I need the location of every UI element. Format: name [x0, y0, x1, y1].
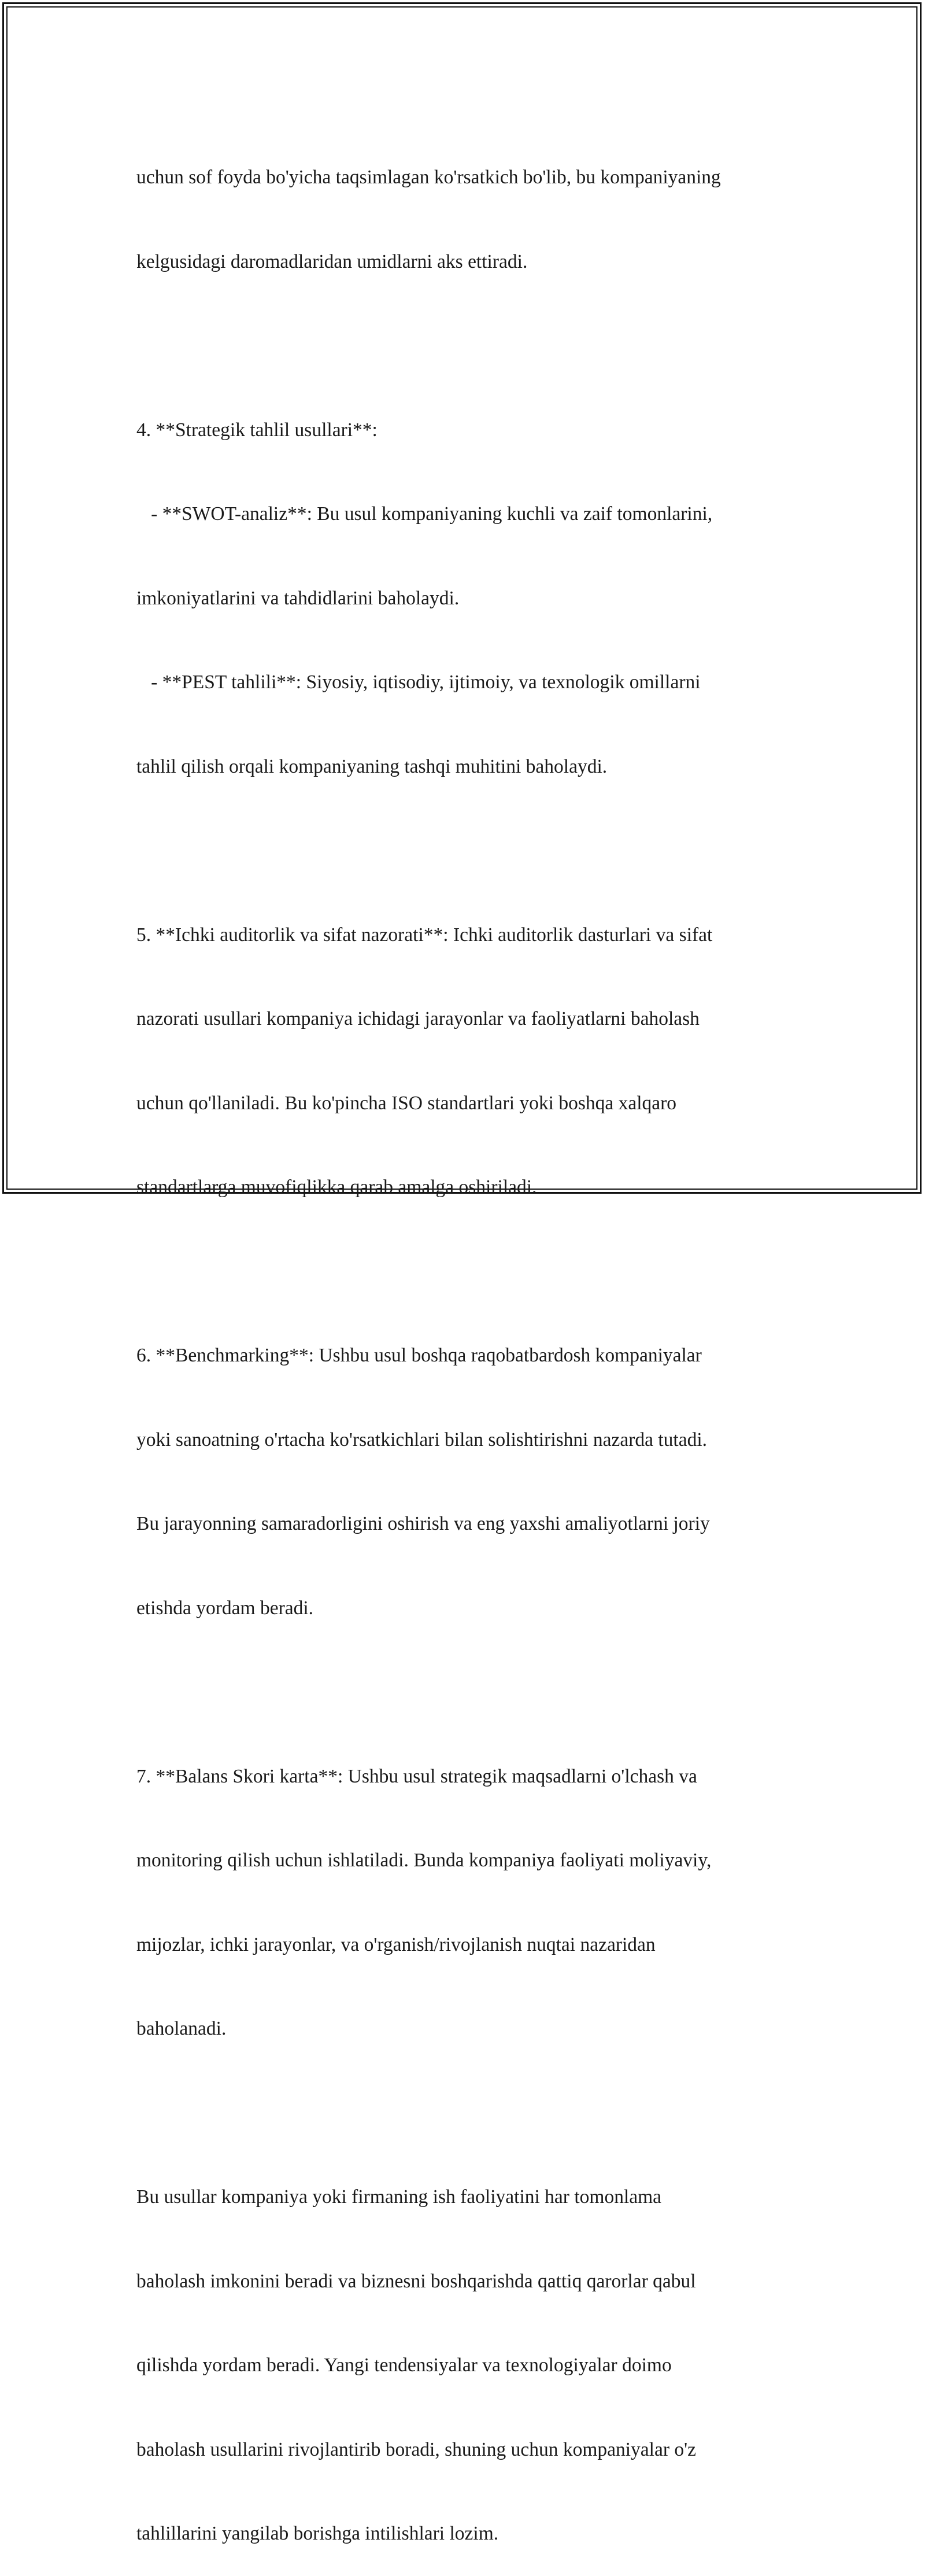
text-line: kelgusidagi daromadlaridan umidlarni aks ettiradi. [136, 250, 528, 272]
text-line: yoki sanoatning o'rtacha ko'rsatkichlari bilan solishtirishni nazarda tutadi. [136, 1429, 708, 1451]
document-body [136, 108, 801, 2576]
text-line: tahlil qilish orqali kompaniyaning tashqi muhitini baholaydi. [136, 755, 608, 777]
text-line: imkoniyatlarini va tahdidlarini baholaydi. [136, 587, 460, 609]
section-heading-4: 4. **Strategik tahlil usullari**: [136, 419, 378, 441]
conclusion-line: baholash imkonini beradi va biznesni boshqarishda qattiq qarorlar qabul [136, 2270, 696, 2292]
section-heading-5: 5. **Ichki auditorlik va sifat nazorati**: Ichki auditorlik dasturlari va sifat [136, 924, 713, 946]
conclusion-line: tahlillarini yangilab borishga intilishlari lozim. [136, 2523, 499, 2544]
text-line: etishda yordam beradi. [136, 1597, 314, 1619]
conclusion-line: Bu usullar kompaniya yoki firmaning ish faoliyatini har tomonlama [136, 2186, 662, 2208]
paragraph-gap [136, 837, 801, 865]
conclusion-line: baholash usullarini rivojlantirib boradi, shuning uchun kompaniyalar o'z [136, 2438, 697, 2460]
paragraph-gap [136, 332, 801, 360]
section-heading-6: 6. **Benchmarking**: Ushbu usul boshqa raqobatbardosh kompaniyalar [136, 1345, 702, 1366]
text-line: monitoring qilish uchun ishlatiladi. Bunda kompaniya faoliyati moliyaviy, [136, 1850, 712, 1871]
paragraph-gap [136, 2099, 801, 2128]
bullet-pest: - **PEST tahlili**: Siyosiy, iqtisodiy, ijtimoiy, va texnologik omillarni [136, 671, 701, 693]
bullet-swot: - **SWOT-analiz**: Bu usul kompaniyaning kuchli va zaif tomonlarini, [136, 503, 713, 525]
text-line: uchun sof foyda bo'yicha taqsimlagan ko'rsatkich bo'lib, bu kompaniyaning [136, 167, 721, 188]
paragraph-gap [136, 1258, 801, 1286]
conclusion-line: qilishda yordam beradi. Yangi tendensiyalar va texnologiyalar doimo [136, 2354, 672, 2376]
text-line: nazorati usullari kompaniya ichidagi jarayonlar va faoliyatlarni baholash [136, 1008, 700, 1029]
paragraph-gap [136, 1678, 801, 1707]
text-line: uchun qo'llaniladi. Bu ko'pincha ISO standartlari yoki boshqa xalqaro [136, 1092, 677, 1114]
text-line: Bu jarayonning samaradorligini oshirish va eng yaxshi amaliyotlarni joriy [136, 1513, 710, 1534]
text-line: standartlarga muvofiqlikka qarab amalga oshiriladi. [136, 1176, 537, 1198]
section-heading-7: 7. **Balans Skori karta**: Ushbu usul strategik maqsadlarni o'lchash va [136, 1765, 697, 1787]
text-line: baholanadi. [136, 2018, 227, 2039]
text-line: mijozlar, ichki jarayonlar, va o'rganish/rivojlanish nuqtai nazaridan [136, 1933, 656, 1955]
